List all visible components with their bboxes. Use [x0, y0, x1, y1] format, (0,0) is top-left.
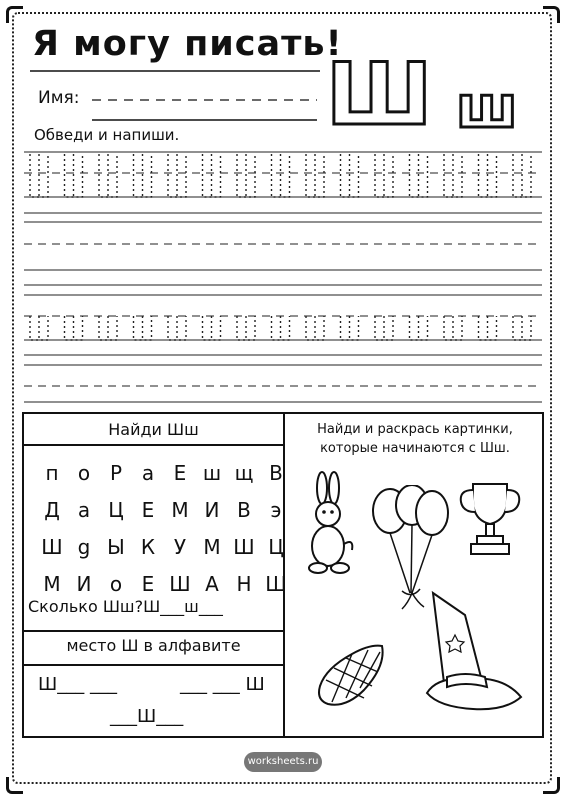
trace-letter[interactable]: [203, 316, 221, 340]
corner-ornament: [6, 777, 23, 794]
grid-letter[interactable]: g: [77, 534, 91, 559]
grid-letter[interactable]: Р: [109, 460, 123, 485]
grid-letter[interactable]: о: [109, 571, 123, 596]
grid-letter[interactable]: ш: [202, 460, 222, 485]
grid-letter[interactable]: Ш: [265, 571, 287, 596]
writing-lines[interactable]: [0, 140, 566, 410]
grid-letter[interactable]: Ш: [41, 534, 63, 559]
grid-row: [36, 491, 292, 528]
divider: [22, 664, 285, 666]
trace-letter[interactable]: [479, 154, 497, 197]
trace-letter[interactable]: [272, 154, 290, 197]
trace-letter[interactable]: [30, 154, 48, 197]
grid-letter[interactable]: э: [270, 497, 282, 522]
trace-letter[interactable]: [410, 316, 428, 340]
footer-logo[interactable]: worksheets.ru: [244, 752, 322, 772]
grid-letter[interactable]: о: [77, 460, 91, 485]
grid-letter[interactable]: щ: [234, 460, 254, 485]
find-letter-title: Найди Шш: [108, 420, 199, 439]
trace-letter[interactable]: [134, 316, 152, 340]
trace-letter[interactable]: [479, 316, 497, 340]
grid-letter[interactable]: В: [237, 497, 251, 522]
trace-letter[interactable]: [306, 154, 324, 197]
trophy-icon[interactable]: [455, 478, 525, 558]
wizard-hat-icon[interactable]: [425, 585, 525, 715]
trace-letter[interactable]: [65, 316, 83, 340]
alphabet-sequence[interactable]: ___Ш___: [110, 706, 184, 727]
trace-letter[interactable]: [272, 316, 290, 340]
letter-grid: [36, 454, 292, 602]
trace-letter[interactable]: [306, 316, 324, 340]
big-letter-upper: Ш: [326, 45, 433, 145]
pinecone-icon[interactable]: [312, 640, 390, 710]
alphabet-sequence[interactable]: ___ ___ Ш: [180, 674, 265, 695]
trace-letter[interactable]: [30, 316, 48, 340]
rabbit-icon[interactable]: [300, 470, 360, 580]
trace-letter[interactable]: [168, 316, 186, 340]
instruction-text: Обведи и напиши.: [34, 126, 180, 144]
corner-ornament: [543, 777, 560, 794]
title-underline: [30, 66, 330, 76]
name-label: Имя:: [38, 88, 80, 108]
grid-letter[interactable]: п: [45, 460, 59, 485]
trace-letter[interactable]: [168, 154, 186, 197]
grid-letter[interactable]: М: [43, 571, 61, 596]
trace-letter[interactable]: [134, 154, 152, 197]
grid-letter[interactable]: А: [205, 571, 219, 596]
divider: [22, 444, 285, 446]
grid-letter[interactable]: В: [269, 460, 283, 485]
grid-letter[interactable]: Ц: [268, 534, 284, 559]
trace-letter[interactable]: [341, 316, 359, 340]
trace-letter[interactable]: [99, 316, 117, 340]
grid-row: [36, 454, 292, 491]
alphabet-sequence[interactable]: Ш___ ___: [38, 674, 117, 695]
grid-letter[interactable]: Ц: [108, 497, 124, 522]
trace-letter[interactable]: [375, 316, 393, 340]
grid-letter[interactable]: а: [141, 460, 155, 485]
coloring-instruction: Найди и раскрась картинки, которые начинаются с Шш.: [317, 422, 513, 456]
divider: [22, 630, 285, 632]
trace-letters-upper[interactable]: [30, 154, 531, 197]
trace-letter[interactable]: [65, 154, 83, 197]
trace-letter[interactable]: [237, 316, 255, 340]
grid-letter[interactable]: Е: [141, 497, 155, 522]
page-title: Я могу писать!: [32, 24, 343, 64]
grid-letter[interactable]: Ш: [169, 571, 191, 596]
name-field[interactable]: [92, 90, 322, 130]
trace-letter[interactable]: [99, 154, 117, 197]
grid-letter[interactable]: У: [173, 534, 187, 559]
trace-letter[interactable]: [513, 316, 531, 340]
grid-row: [36, 528, 292, 565]
grid-letter[interactable]: Ш: [233, 534, 255, 559]
corner-ornament: [6, 6, 23, 23]
grid-letter[interactable]: Д: [44, 497, 60, 522]
trace-letter[interactable]: [375, 154, 393, 197]
trace-letter[interactable]: [444, 316, 462, 340]
trace-letter[interactable]: [444, 154, 462, 197]
grid-letter[interactable]: Е: [141, 571, 155, 596]
grid-letter[interactable]: М: [171, 497, 189, 522]
grid-letter[interactable]: Ы: [107, 534, 125, 559]
count-prompt[interactable]: Сколько Шш?Ш___ш___: [28, 597, 223, 616]
grid-letter[interactable]: Н: [236, 571, 252, 596]
trace-letters-lower[interactable]: [30, 316, 531, 340]
trace-letter[interactable]: [237, 154, 255, 197]
alphabet-title: место Ш в алфавите: [66, 636, 241, 655]
grid-letter[interactable]: К: [140, 534, 156, 559]
corner-ornament: [543, 6, 560, 23]
trace-letter[interactable]: [410, 154, 428, 197]
trace-letter[interactable]: [513, 154, 531, 197]
grid-letter[interactable]: И: [76, 571, 92, 596]
grid-letter[interactable]: а: [77, 497, 91, 522]
grid-letter[interactable]: И: [204, 497, 220, 522]
grid-letter[interactable]: Е: [173, 460, 187, 485]
trace-letter[interactable]: [203, 154, 221, 197]
grid-letter[interactable]: М: [203, 534, 221, 559]
big-letter-lower: ш: [456, 73, 518, 141]
trace-letter[interactable]: [341, 154, 359, 197]
